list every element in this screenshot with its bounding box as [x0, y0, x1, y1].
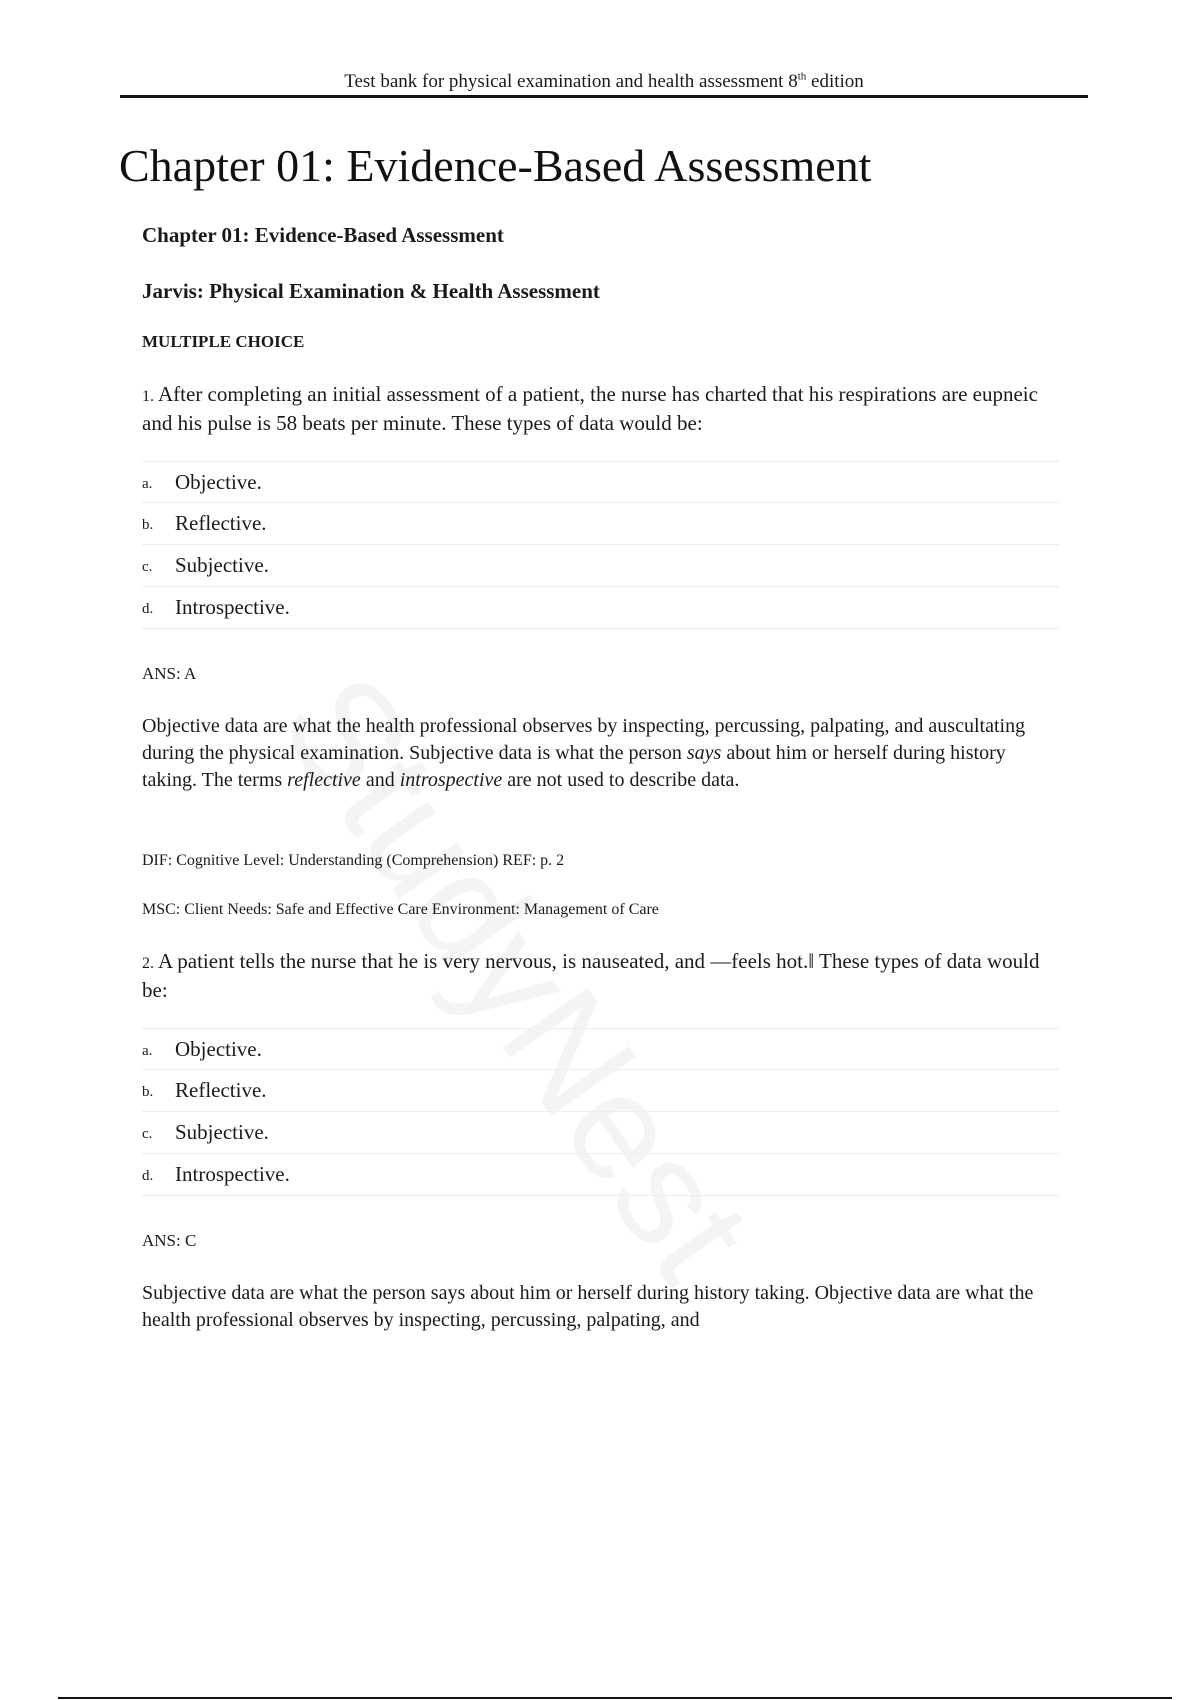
option-text: Subjective. [175, 1120, 269, 1144]
option-letter: a. [142, 1043, 153, 1059]
rationale [142, 713, 1047, 794]
rationale: Subjective data are what the person says about him or herself during history taking. Objective data are what the health professional observes by inspecting, percussing, palpating, and [142, 1282, 1034, 1331]
option-letter: c. [142, 1126, 153, 1142]
chapter-subheading: Chapter 01: Evidence-Based Assessment [142, 223, 504, 247]
running-header [120, 70, 1088, 94]
question-2-stem [142, 948, 1042, 1004]
difficulty-reference: DIF: Cognitive Level: Understanding (Comprehension) REF: p. 2 [142, 852, 565, 869]
option-text: Introspective. [175, 1162, 290, 1186]
question-1-stem [142, 381, 1042, 437]
footer-rule [58, 1697, 1172, 1699]
rationale-emphasis: reflective [287, 769, 361, 791]
option-text: Subjective. [175, 553, 269, 577]
answer-key: ANS: C [142, 1231, 197, 1250]
book-subheading: Jarvis: Physical Examination & Health Assessment [142, 279, 600, 303]
option-text: Objective. [175, 470, 262, 494]
section-label: MULTIPLE CHOICE [142, 332, 305, 351]
option-b [142, 503, 1060, 545]
option-c [142, 545, 1060, 587]
option-c [142, 1112, 1060, 1154]
option-letter: d. [142, 1168, 154, 1184]
running-header-text-end: edition [806, 71, 864, 92]
option-text: Reflective. [175, 511, 267, 535]
running-header-superscript: th [797, 70, 807, 83]
question-text: After completing an initial assessment of a patient, the nurse has charted that his respirations are eupneic and his pulse is 58 beats per minute. These types of data would be: [142, 382, 1038, 435]
option-letter: b. [142, 1084, 154, 1100]
option-letter: d. [142, 601, 154, 617]
option-b [142, 1070, 1060, 1112]
option-text: Objective. [175, 1037, 262, 1061]
option-text: Reflective. [175, 1078, 267, 1102]
question-1-options [142, 461, 1060, 629]
header-rule [120, 95, 1088, 98]
running-header-text: Test bank for physical examination and health assessment 8 [344, 71, 798, 92]
rationale-text: Objective data are what the health professional observes by inspecting, percussing, palpating, and auscultating during the physical examination. Subjective data is what the person [142, 715, 1026, 764]
option-letter: b. [142, 517, 154, 533]
question-number: 2. [142, 955, 154, 972]
answer-key: ANS: A [142, 664, 197, 683]
option-a [142, 1028, 1060, 1070]
option-letter: c. [142, 559, 153, 575]
rationale-emphasis: says [686, 742, 722, 764]
question-number: 1. [142, 388, 154, 405]
question-text: A patient tells the nurse that he is very nervous, is nauseated, and ―feels hot.‖ These types of data would be: [142, 949, 1040, 1002]
rationale-text: about him or herself during history taking. The terms [142, 742, 1006, 791]
chapter-title: Chapter 01: Evidence-Based Assessment [119, 140, 872, 191]
option-text: Introspective. [175, 595, 290, 619]
rationale-emphasis: introspective [399, 769, 503, 791]
rationale-text: and [360, 769, 400, 791]
option-d [142, 1154, 1060, 1196]
question-2-options [142, 1028, 1060, 1196]
option-a [142, 461, 1060, 503]
option-letter: a. [142, 476, 153, 492]
rationale-text: are not used to describe data. [502, 769, 740, 791]
client-needs: MSC: Client Needs: Safe and Effective Care Environment: Management of Care [142, 901, 659, 918]
option-d [142, 587, 1060, 629]
